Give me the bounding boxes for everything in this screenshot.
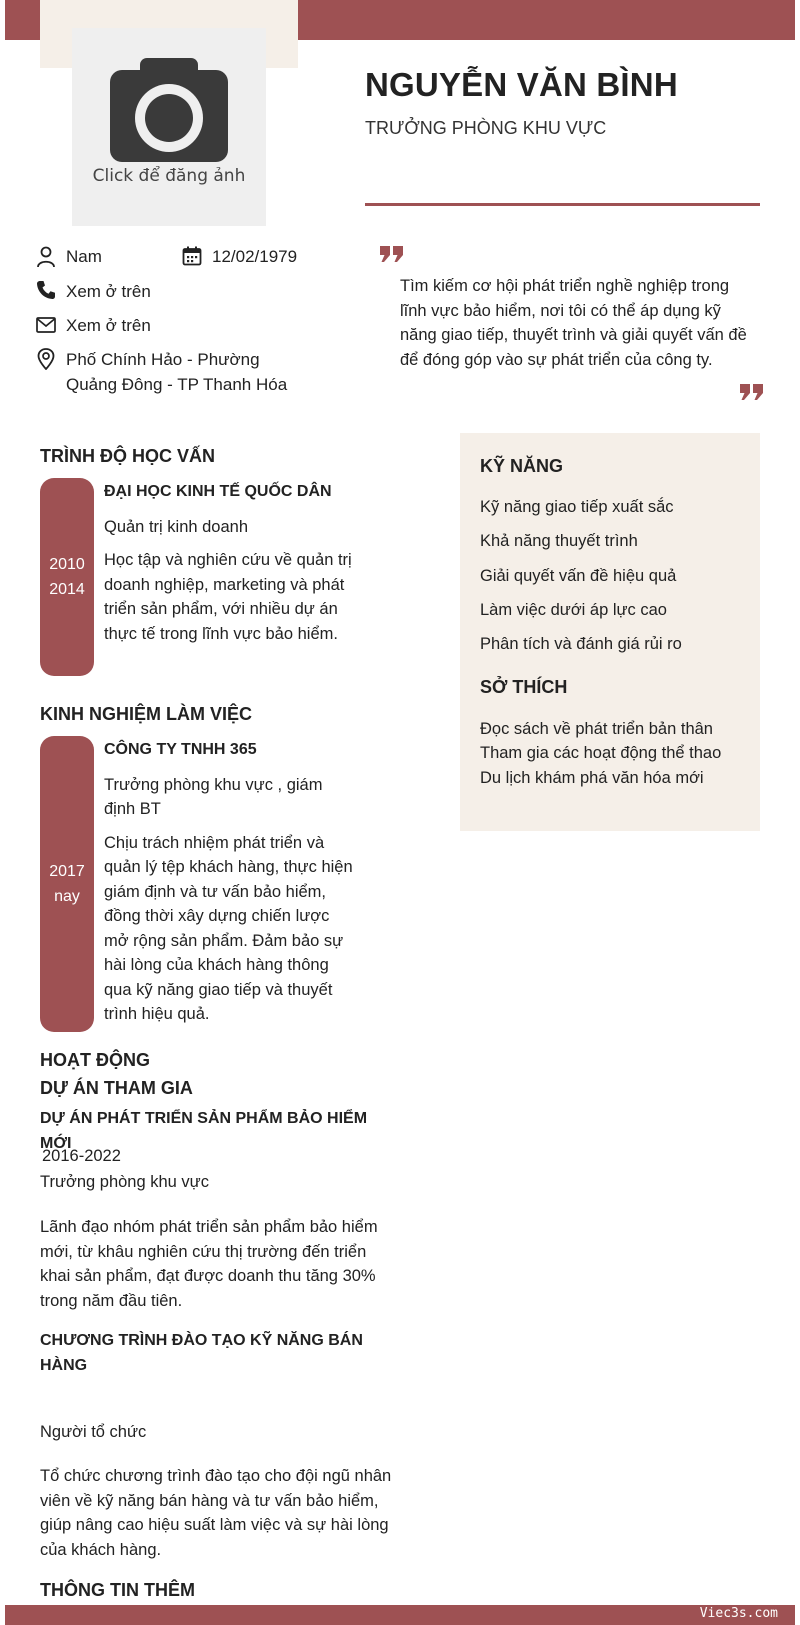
education-start-year: 2010 — [49, 556, 85, 573]
additional-info-title: THÔNG TIN THÊM — [40, 1580, 195, 1600]
address-line-2: Quảng Đông - TP Thanh Hóa — [66, 375, 288, 394]
skills-title: KỸ NĂNG — [480, 456, 564, 476]
candidate-name: NGUYỄN VĂN BÌNH — [365, 66, 678, 103]
photo-upload-label: Click để đăng ảnh — [92, 166, 246, 186]
project-name: DỰ ÁN PHÁT TRIỂN SẢN PHẨM BẢO HIỂM MỚI — [40, 1110, 368, 1152]
camera-icon — [110, 58, 228, 162]
skill-item: Làm việc dưới áp lực cao — [480, 601, 667, 619]
school-name: ĐẠI HỌC KINH TẾ QUỐC DÂN — [104, 483, 332, 500]
gender-value: Nam — [66, 247, 102, 266]
project-role: Trưởng phòng khu vực — [40, 1173, 209, 1191]
envelope-icon — [36, 317, 56, 333]
education-end-year: 2014 — [49, 581, 85, 598]
open-quote-icon — [380, 246, 406, 262]
address-line-1: Phố Chính Hảo - Phường — [66, 350, 260, 369]
experience-entry — [104, 738, 354, 1027]
hobby-item: Du lịch khám phá văn hóa mới — [480, 769, 704, 787]
hobby-item: Tham gia các hoạt động thể thao — [480, 744, 722, 762]
project-description: Lãnh đạo nhóm phát triển sản phẩm bảo hiểm mới, từ khâu nghiên cứu thị trường đến triển khai sản phẩm, đạt được doanh thu tăng 30% trong năm đầu tiên. — [40, 1218, 378, 1310]
title-divider — [365, 203, 760, 206]
education-major: Quản trị kinh doanh — [104, 517, 249, 536]
experience-section-title: KINH NGHIỆM LÀM VIỆC — [40, 704, 253, 724]
hobby-item: Đọc sách về phát triển bản thân — [480, 720, 713, 738]
experience-start-year: 2017 — [49, 863, 85, 880]
company-name: CÔNG TY TNHH 365 — [104, 741, 257, 758]
birthday-value: 12/02/1979 — [212, 247, 298, 266]
education-section-title: TRÌNH ĐỘ HỌC VẤN — [40, 446, 215, 466]
project-name: CHƯƠNG TRÌNH ĐÀO TẠO KỸ NĂNG BÁN HÀNG — [40, 1332, 363, 1374]
education-entry — [104, 480, 354, 646]
phone-value: Xem ở trên — [66, 282, 151, 301]
location-pin-icon — [36, 348, 56, 370]
experience-description: Chịu trách nhiệm phát triển và quản lý tệp khách hàng, thực hiện giám định và tư vấn bảo hiểm, đồng thời xây dựng chiến lược mở rộng sản phẩm. Đảm bảo sự hài lòng của khách hàng thông qua kỹ năng giao tiếp và thuyết trình hiệu quả. — [104, 833, 353, 1023]
close-quote-icon — [740, 384, 766, 400]
project-period: 2016-2022 — [42, 1147, 121, 1165]
activities-section-title: HOẠT ĐỘNG — [40, 1050, 150, 1070]
project-role: Người tổ chức — [40, 1423, 147, 1441]
email-value: Xem ở trên — [66, 316, 151, 335]
photo-upload[interactable] — [72, 28, 266, 226]
projects-section-title: DỰ ÁN THAM GIA — [40, 1078, 193, 1098]
person-icon — [36, 246, 56, 268]
career-objective: Tìm kiếm cơ hội phát triển nghề nghiệp trong lĩnh vực bảo hiểm, nơi tôi có thể áp dụng kỹ năng giao tiếp, thuyết trình và giải quyết vấn đề để đóng góp vào sự phát triển của công ty. — [400, 277, 747, 369]
experience-period — [40, 736, 94, 1032]
experience-end-year: nay — [54, 888, 80, 905]
candidate-title: TRƯỞNG PHÒNG KHU VỰC — [365, 118, 607, 138]
skills-hobbies-panel — [460, 433, 760, 831]
project-description: Tổ chức chương trình đào tạo cho đội ngũ nhân viên về kỹ năng bán hàng và tư vấn bảo hiểm, giúp nâng cao hiệu suất làm việc và sự hài lòng của khách hàng. — [40, 1467, 392, 1559]
experience-position: Trưởng phòng khu vực , giám định BT — [104, 775, 323, 818]
phone-icon — [36, 280, 56, 300]
skill-item: Phân tích và đánh giá rủi ro — [480, 635, 682, 653]
site-watermark: Viec3s.com — [699, 1606, 778, 1621]
hobbies-title: SỞ THÍCH — [480, 677, 568, 697]
skill-item: Giải quyết vấn đề hiệu quả — [480, 567, 677, 585]
calendar-icon — [182, 246, 202, 266]
skill-item: Khả năng thuyết trình — [480, 532, 638, 550]
education-period — [40, 478, 94, 676]
skill-item: Kỹ năng giao tiếp xuất sắc — [480, 498, 674, 516]
bottom-accent-bar — [5, 1605, 795, 1625]
education-description: Học tập và nghiên cứu về quản trị doanh nghiệp, marketing và phát triển sản phẩm, với nhiều dự án thực tế trong lĩnh vực bảo hiểm. — [104, 551, 352, 643]
